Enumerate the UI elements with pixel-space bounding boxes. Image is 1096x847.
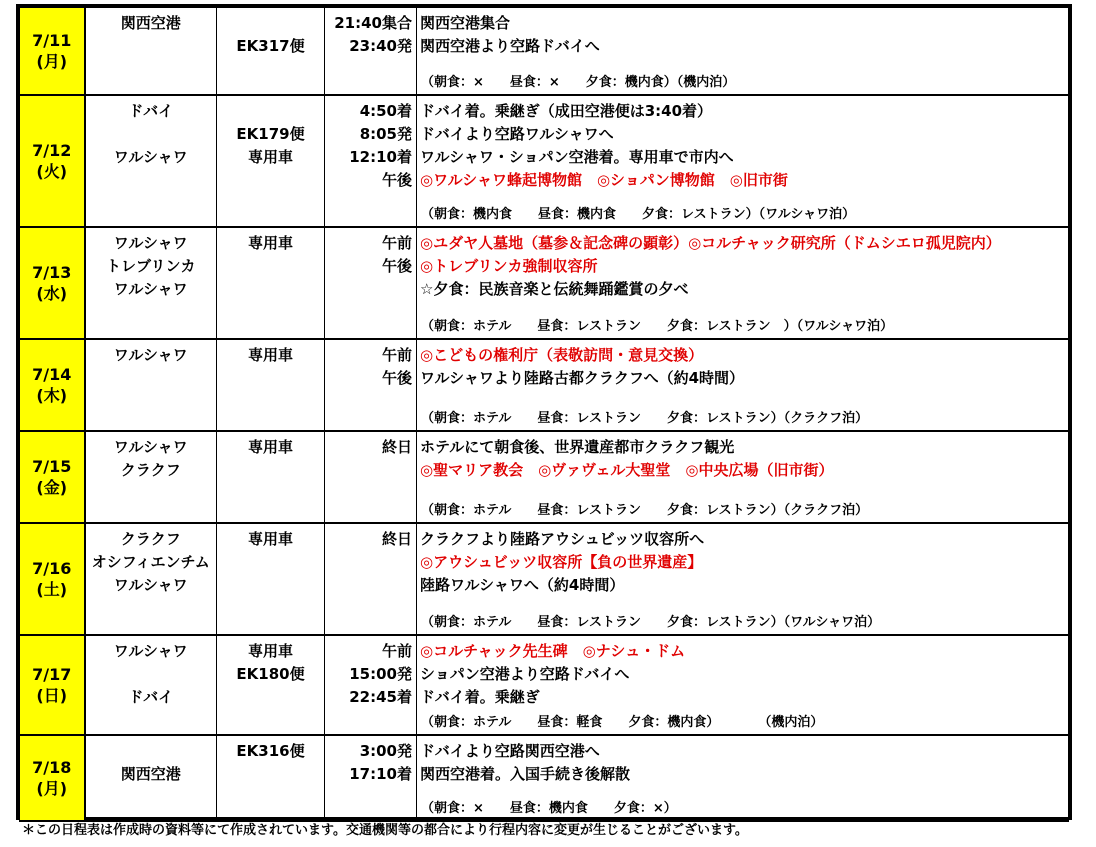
meals-note: （朝食：機内食 昼食：機内食 夕食：レストラン）（ワルシャワ泊）: [421, 206, 856, 222]
date-cell: [20, 523, 85, 635]
place-name: ドバイ: [128, 101, 174, 120]
transport-label: [217, 100, 324, 123]
place-cell: [85, 227, 217, 339]
transport-label: EK316便: [236, 741, 305, 760]
date-cell: [20, 635, 85, 735]
schedule-item: 関西空港より空路ドバイへ: [420, 37, 600, 55]
weekday-label: (火): [36, 161, 68, 181]
date-cell: [20, 8, 85, 95]
transport-cell: [217, 635, 325, 735]
time-label: 午後: [381, 256, 412, 275]
schedule-item: 関西空港着。入国手続き後解散: [420, 764, 631, 783]
schedule-cell: [417, 635, 1069, 735]
place-cell: [85, 635, 217, 735]
date-cell: [20, 735, 85, 821]
itinerary-table: [19, 7, 1069, 822]
meals-note: （朝食：ホテル 昼食：レストラン 夕食：レストラン）（ワルシャワ泊）: [421, 614, 881, 630]
schedule-cell: [417, 431, 1069, 523]
schedule-cell: [417, 735, 1069, 821]
date-label: 7/11: [32, 30, 72, 50]
schedule-item: ドバイより空路関西空港へ: [420, 741, 600, 760]
transport-label: EK179便: [236, 124, 305, 143]
time-cell: [325, 95, 417, 227]
time-label: 17:10着: [349, 764, 412, 783]
day-row: [20, 431, 1069, 523]
transport-label: 専用車: [247, 233, 293, 252]
place-name: クラクフ: [120, 529, 181, 548]
schedule-item: ☆夕食：民族音楽と伝統舞踊鑑賞の夕べ: [420, 279, 689, 298]
place-name: トレブリンカ: [106, 256, 196, 275]
transport-label: 専用車: [247, 437, 293, 456]
time-label: 8:05発: [359, 124, 412, 143]
transport-label: 専用車: [247, 345, 293, 364]
weekday-label: (日): [36, 685, 68, 705]
time-label: 午前: [381, 641, 412, 660]
date-label: 7/17: [32, 664, 72, 684]
meals-note: （朝食：× 昼食：× 夕食：機内食）（機内泊）: [421, 74, 736, 90]
time-label: 23:40発: [349, 37, 412, 55]
place-cell: [85, 431, 217, 523]
transport-label: [217, 12, 324, 35]
time-cell: [325, 523, 417, 635]
place-name: ドバイ: [128, 687, 174, 706]
place-name: 関西空港: [120, 14, 181, 32]
day-row: [20, 227, 1069, 339]
schedule-cell: [417, 339, 1069, 431]
time-label: 4:50着: [359, 101, 412, 120]
schedule-item: ワルシャワ・ショパン空港着。専用車で市内へ: [420, 147, 734, 166]
schedule-cell: [417, 227, 1069, 339]
time-label: 午後: [381, 368, 412, 387]
place-cell: [85, 95, 217, 227]
day-row: [20, 735, 1069, 821]
date-label: 7/14: [32, 364, 72, 384]
footnote: ＊この日程表は作成時の資料等にて作成されています。交通機関等の都合により行程内容に変更が生じることがございます。: [22, 823, 748, 838]
meals-note: （朝食：ホテル 昼食：レストラン 夕食：レストラン）（クラクフ泊）: [421, 502, 869, 518]
transport-cell: [217, 95, 325, 227]
date-label: 7/13: [32, 262, 72, 282]
schedule-item: ドバイ着。乗継ぎ: [420, 687, 540, 706]
transport-label: EK317便: [236, 37, 305, 55]
schedule-cell: [417, 95, 1069, 227]
time-label: 22:45着: [349, 687, 412, 706]
transport-label: 専用車: [247, 529, 293, 548]
meals-note: （朝食：× 昼食：機内食 夕食：×）: [421, 800, 677, 816]
meals-note: （朝食：ホテル 昼食：軽食 夕食：機内食） （機内泊）: [421, 714, 824, 730]
sightseeing-item: ◎コルチャック先生碑 ◎ナシュ・ドム: [420, 641, 686, 660]
schedule-item: 陸路ワルシャワへ（約4時間）: [420, 575, 625, 594]
place-cell: [85, 735, 217, 821]
sightseeing-item: ◎トレブリンカ強制収容所: [420, 256, 598, 275]
time-label: 12:10着: [349, 147, 412, 166]
date-cell: [20, 95, 85, 227]
place-cell: [85, 339, 217, 431]
time-label: 午前: [381, 233, 412, 252]
place-name: ワルシャワ: [113, 147, 188, 166]
place-name: [86, 740, 217, 763]
time-cell: [325, 227, 417, 339]
schedule-item: ワルシャワより陸路古都クラクフへ（約4時間）: [420, 368, 745, 387]
schedule-item: ドバイ着。乗継ぎ（成田空港便は3:40着）: [420, 101, 713, 120]
transport-cell: [217, 431, 325, 523]
sightseeing-item: ◎ユダヤ人墓地（墓参＆記念碑の顕彰）◎コルチャック研究所（ドムシエロ孤児院内）: [420, 233, 1001, 252]
weekday-label: (水): [36, 283, 68, 303]
place-name: ワルシャワ: [113, 279, 188, 298]
place-name: ワルシャワ: [113, 233, 188, 252]
place-name: [86, 123, 217, 146]
transport-cell: [217, 227, 325, 339]
sightseeing-item: ◎ワルシャワ蜂起博物館 ◎ショパン博物館 ◎旧市街: [420, 170, 788, 189]
schedule-item: ドバイより空路ワルシャワへ: [420, 124, 614, 143]
place-name: 関西空港: [120, 764, 181, 783]
place-name: オシフィエンチム: [91, 552, 210, 571]
weekday-label: (月): [36, 778, 68, 798]
transport-label: 専用車: [247, 147, 293, 166]
time-cell: [325, 735, 417, 821]
transport-cell: [217, 735, 325, 821]
day-row: [20, 339, 1069, 431]
schedule-item: クラクフより陸路アウシュビッツ収容所へ: [420, 529, 705, 548]
place-name: [86, 663, 217, 686]
transport-label: 専用車: [247, 641, 293, 660]
weekday-label: (土): [36, 579, 68, 599]
transport-label: EK180便: [236, 664, 305, 683]
day-row: [20, 523, 1069, 635]
place-name: ワルシャワ: [113, 345, 188, 364]
time-label: 午後: [381, 170, 412, 189]
time-label: 終日: [381, 437, 412, 456]
date-cell: [20, 339, 85, 431]
time-label: 終日: [381, 529, 412, 548]
schedule-item: ショパン空港より空路ドバイへ: [420, 664, 630, 683]
time-label: 21:40集合: [334, 14, 412, 32]
weekday-label: (木): [36, 385, 68, 405]
sightseeing-item: ◎アウシュビッツ収容所【負の世界遺産】: [420, 552, 703, 571]
day-row: [20, 635, 1069, 735]
transport-cell: [217, 339, 325, 431]
time-cell: [325, 339, 417, 431]
schedule-cell: [417, 523, 1069, 635]
transport-cell: [217, 8, 325, 95]
time-label: 午前: [381, 345, 412, 364]
sightseeing-item: ◎聖マリア教会 ◎ヴァヴェル大聖堂 ◎中央広場（旧市街）: [420, 460, 834, 479]
time-cell: [325, 431, 417, 523]
place-name: クラクフ: [120, 460, 181, 479]
itinerary-sheet: [16, 4, 1072, 820]
date-cell: [20, 227, 85, 339]
time-label: 3:00発: [359, 741, 412, 760]
place-name: ワルシャワ: [113, 641, 188, 660]
schedule-item: ホテルにて朝食後、世界遺産都市クラクフ観光: [420, 437, 735, 456]
date-label: 7/18: [32, 757, 72, 777]
time-cell: [325, 635, 417, 735]
date-label: 7/16: [32, 558, 72, 578]
place-name: ワルシャワ: [113, 437, 188, 456]
weekday-label: (金): [36, 477, 68, 497]
schedule-item: 関西空港集合: [420, 14, 511, 32]
date-label: 7/15: [32, 456, 72, 476]
date-cell: [20, 431, 85, 523]
day-row: [20, 95, 1069, 227]
transport-cell: [217, 523, 325, 635]
place-cell: [85, 523, 217, 635]
place-name: ワルシャワ: [113, 575, 188, 594]
weekday-label: (月): [36, 51, 68, 71]
sightseeing-item: ◎こどもの権利庁（表敬訪問・意見交換）: [420, 345, 704, 364]
place-cell: [85, 8, 217, 95]
meals-note: （朝食：ホテル 昼食：レストラン 夕食：レストラン ）（ワルシャワ泊）: [421, 318, 894, 334]
date-label: 7/12: [32, 140, 72, 160]
day-row: [20, 8, 1069, 95]
schedule-cell: [417, 8, 1069, 95]
time-cell: [325, 8, 417, 95]
meals-note: （朝食：ホテル 昼食：レストラン 夕食：レストラン）（クラクフ泊）: [421, 410, 869, 426]
time-label: 15:00発: [349, 664, 412, 683]
